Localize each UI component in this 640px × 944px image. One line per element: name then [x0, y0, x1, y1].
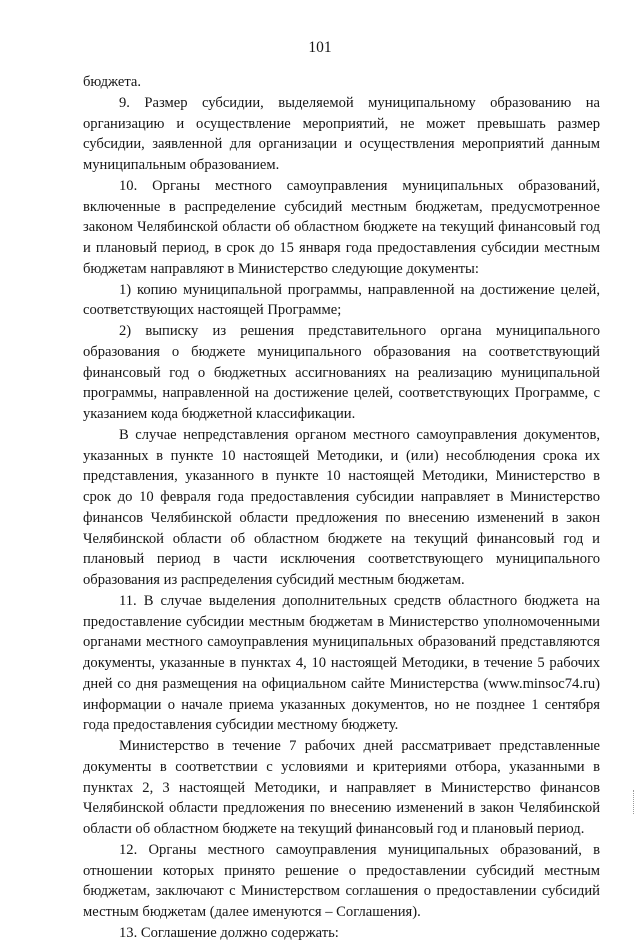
- paragraph-item-12: 12. Органы местного самоуправления муниципальных образований, в отношении которых принято решение о предоставлении субсидий местным бюджетам, заключают с Министерством соглашения о предоставлении субсидий местным бюджетам (далее именуются – Соглашения).: [83, 841, 600, 920]
- paragraph-item-9: 9. Размер субсидии, выделяемой муниципальному образованию на организацию и осуществление мероприятий, не может превышать размер субсидии, заявленной для организации и осуществления мероприятий данным муниципальным образованием.: [83, 94, 600, 173]
- paragraph-nonsubmission: В случае непредставления органом местного самоуправления документов, указанных в пункте 10 настоящей Методики, и (или) несоблюдения срока их представления, указанного в пункте 10 настоящей Методики, Министерство в срок до 10 февраля года предоставления субсидии направляет в Министерство финансов Челябинской области предложения по внесению изменений в закон Челябинской области об областном бюджете на текущий финансовый год и плановый период в части исключения соответствующего муниципального образования из распределения субсидий местным бюджетам.: [83, 426, 600, 588]
- scan-edge-mark: [633, 790, 636, 814]
- document-body: [83, 72, 600, 944]
- page-number: 101: [308, 39, 332, 56]
- paragraph-subitem-2: 2) выписку из решения представительного органа муниципального образования о бюджете муниципального образования на соответствующий финансовый год о бюджетных ассигнованиях на реализацию муниципальной программы, направленной на достижение целей, соответствующих Программе, с указанием кода бюджетной классификации.: [83, 323, 600, 422]
- paragraph-item-10: 10. Органы местного самоуправления муниципальных образований, включенные в распределение субсидий местным бюджетам, предусмотренное законом Челябинской области об областном бюджете на текущий финансовый год и плановый период, в срок до 15 января года предоставления субсидии местным бюджетам направляют в Министерство следующие документы:: [83, 177, 600, 277]
- paragraph-ministry-review: Министерство в течение 7 рабочих дней рассматривает представленные документы в соответствии с условиями и критериями отбора, указанными в пунктах 2, 3 настоящей Методики, и направляет в Министерство финансов Челябинской области предложения по внесению изменений в закон Челябинской области об областном бюджете на текущий финансовый год и плановый период.: [83, 738, 600, 837]
- paragraph-item-13: 13. Соглашение должно содержать:: [119, 924, 339, 941]
- paragraph-continuation: бюджета.: [83, 74, 142, 90]
- paragraph-item-11: 11. В случае выделения дополнительных средств областного бюджета на предоставление субсидии местным бюджетам в Министерство уполномоченными органами местного самоуправления муниципальных образований представляются документы, указанные в пунктах 4, 10 настоящей Методики, в течение 5 рабочих дней со дня размещения на официальном сайте Министерства (www.minsoc74.ru) информации о начале приема указанных документов, но не позднее 1 сентября года предоставления субсидии местному бюджету.: [83, 592, 600, 734]
- paragraph-subitem-1: 1) копию муниципальной программы, направленной на достижение целей, соответствующих настоящей Программе;: [83, 281, 600, 319]
